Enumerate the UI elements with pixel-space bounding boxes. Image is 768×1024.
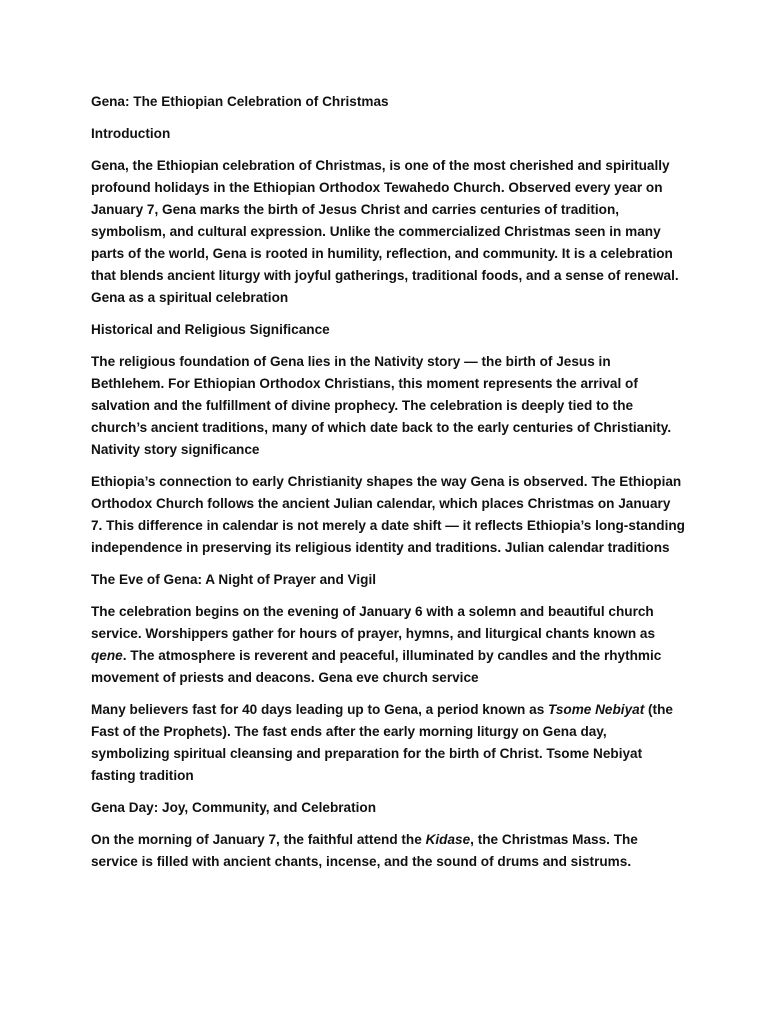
section-heading-eve-of-gena: The Eve of Gena: A Night of Prayer and Vigil xyxy=(91,572,377,587)
text-segment: , the Christmas Mass. The service is filled with ancient chants, incense, and the sound of drums and sistrums. xyxy=(91,832,638,869)
paragraph-eve-service xyxy=(91,601,685,689)
text-segment: Many believers fast for 40 days leading up to Gena, a period known as xyxy=(91,702,549,717)
paragraph-nativity: The religious foundation of Gena lies in the Nativity story — the birth of Jesus in Bethlehem. For Ethiopian Orthodox Christians, this moment represents the arrival of salvation and the fulfillment of divine prophecy. The celebration is deeply tied to the church’s ancient traditions, many of which date back to the early centuries of Christianity. Nativity story significance xyxy=(91,354,672,457)
italic-term-qene: qene xyxy=(91,648,123,663)
italic-term-tsome-nebiyat: Tsome Nebiyat xyxy=(548,702,645,717)
text-segment: . The atmosphere is reverent and peaceful, illuminated by candles and the rhythmic movement of priests and deacons. Gena eve church service xyxy=(91,648,662,685)
paragraph-kidase xyxy=(91,829,685,873)
document-title: Gena: The Ethiopian Celebration of Christmas xyxy=(91,94,389,109)
italic-term-kidase: Kidase xyxy=(425,832,471,847)
text-segment: The celebration begins on the evening of January 6 with a solemn and beautiful church service. Worshippers gather for hours of prayer, hymns, and liturgical chants known as xyxy=(91,604,656,641)
section-heading-historical-significance: Historical and Religious Significance xyxy=(91,322,330,337)
paragraph-introduction: Gena, the Ethiopian celebration of Christmas, is one of the most cherished and spiritually profound holidays in the Ethiopian Orthodox Tewahedo Church. Observed every year on January 7, Gena marks the birth of Jesus Christ and carries centuries of tradition, symbolism, and cultural expression. Unlike the commercialized Christmas seen in many parts of the world, Gena is rooted in humility, reflection, and community. It is a celebration that blends ancient liturgy with joyful gatherings, traditional foods, and a sense of renewal. Gena as a spiritual celebration xyxy=(91,158,679,305)
text-segment: On the morning of January 7, the faithful attend the xyxy=(91,832,426,847)
text-segment: (the Fast of the Prophets). The fast ends after the early morning liturgy on Gena day, symbolizing spiritual cleansing and preparation for the birth of Christ. Tsome Nebiyat fasting tradition xyxy=(91,702,673,783)
paragraph-julian-calendar: Ethiopia’s connection to early Christianity shapes the way Gena is observed. The Ethiopian Orthodox Church follows the ancient Julian calendar, which places Christmas on January 7. This difference in calendar is not merely a date shift — it reflects Ethiopia’s long-standing independence in preserving its religious identity and traditions. Julian calendar traditions xyxy=(91,474,685,555)
section-heading-gena-day: Gena Day: Joy, Community, and Celebration xyxy=(91,800,377,815)
paragraph-fasting xyxy=(91,699,685,787)
section-heading-introduction: Introduction xyxy=(91,126,171,141)
document-page xyxy=(91,91,685,883)
